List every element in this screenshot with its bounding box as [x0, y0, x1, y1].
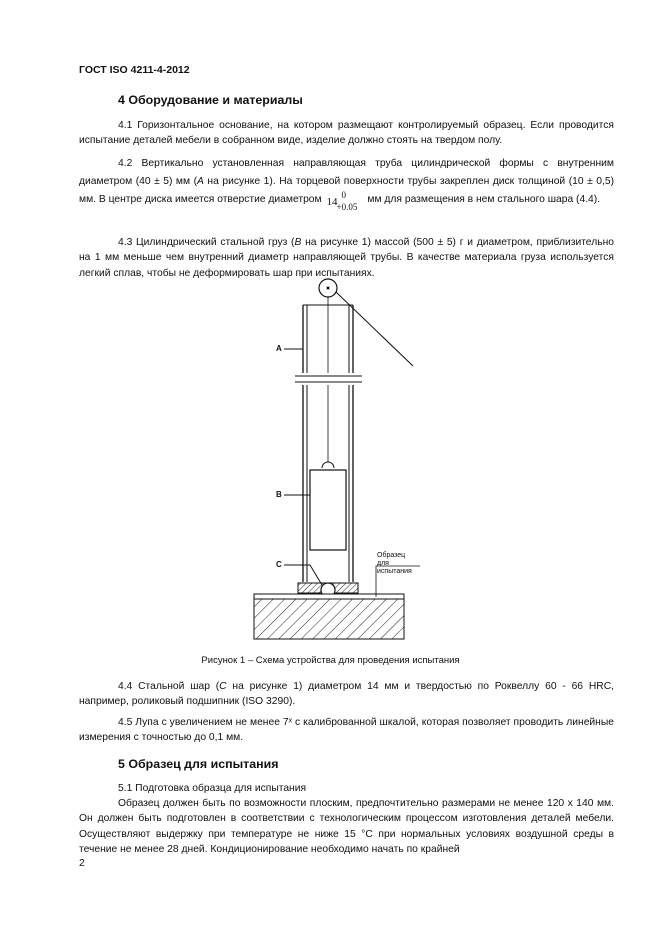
paragraph-4-2: 4.2 Вертикально установленная направляющая труба цилиндрической формы с внутренним диаметром (40 ± 5) мм (A на рисунке 1). На торцевой поверхности трубы закреплен диск толщиной (10 ± 0,5) мм. В центре диска имеется отверстие диаметром 14 0 +0.05 мм для размещения в нем стального шара (4.4). — [79, 158, 614, 213]
figure-caption: Рисунок 1 – Схема устройства для проведения испытания — [201, 655, 460, 666]
paragraph-4-3: 4.3 Цилиндрический стальной груз (B на рисунке 1) массой (500 ± 5) г и диаметром, приблизительно на 1 мм меньше чем внутренний диаметр направляющей трубы. В качестве материала груза используется легкий сплав, чтобы не деформировать шар при испытаниях. — [79, 237, 614, 279]
section-5-title: 5 Образец для испытания — [118, 757, 279, 771]
test-sample — [254, 594, 404, 599]
paragraph-5-1-body: Образец должен быть по возможности плоским, предпочтительно размерами не менее 120 х 140 мм. Он должен быть подготовлен в соответствии с технологическим процессом изготовления деталей мебели. Осуществляют выдержку при температуре не ниже 15 °С при нормальных условиях воздушной среды в течение не менее 28 дней. Кондиционирование необходимо начать по крайней — [79, 798, 614, 855]
label-b: B — [276, 490, 282, 499]
tolerance-value: 14 0 +0.05 — [326, 190, 358, 213]
page-number: 2 — [79, 857, 85, 869]
document-code: ГОСТ ISO 4211-4-2012 — [79, 64, 190, 76]
paragraph-4-5: 4.5 Лупа с увеличением не менее 7ˣ с калиброванной шкалой, которая позволяет проводить линейные измерения с точностью до 0,1 мм. — [79, 717, 614, 744]
apparatus-drawing — [240, 270, 420, 655]
horizontal-base — [254, 599, 404, 639]
section-4-title: 4 Оборудование и материалы — [118, 93, 303, 107]
sample-label: Образец для испытания — [377, 552, 412, 575]
pull-string — [336, 292, 413, 366]
paragraph-5-1-heading: 5.1 Подготовка образца для испытания — [118, 783, 307, 794]
label-a: A — [276, 344, 282, 353]
figure-1-apparatus — [240, 270, 420, 655]
paragraph-4-1: 4.1 Горизонтальное основание, на котором размещают контролируемый образец. Если проводится испытание деталей мебели в собранном виде, изделие должно стоять на твердом полу. — [79, 120, 614, 147]
paragraph-4-4: 4.4 Стальной шар (C на рисунке 1) диаметром 14 мм и твердостью по Роквеллу 60 - 66 HRC, например, роликовый подшипник (ISO 3290). — [79, 681, 615, 708]
weight-b — [310, 470, 346, 550]
label-c: C — [276, 560, 282, 569]
